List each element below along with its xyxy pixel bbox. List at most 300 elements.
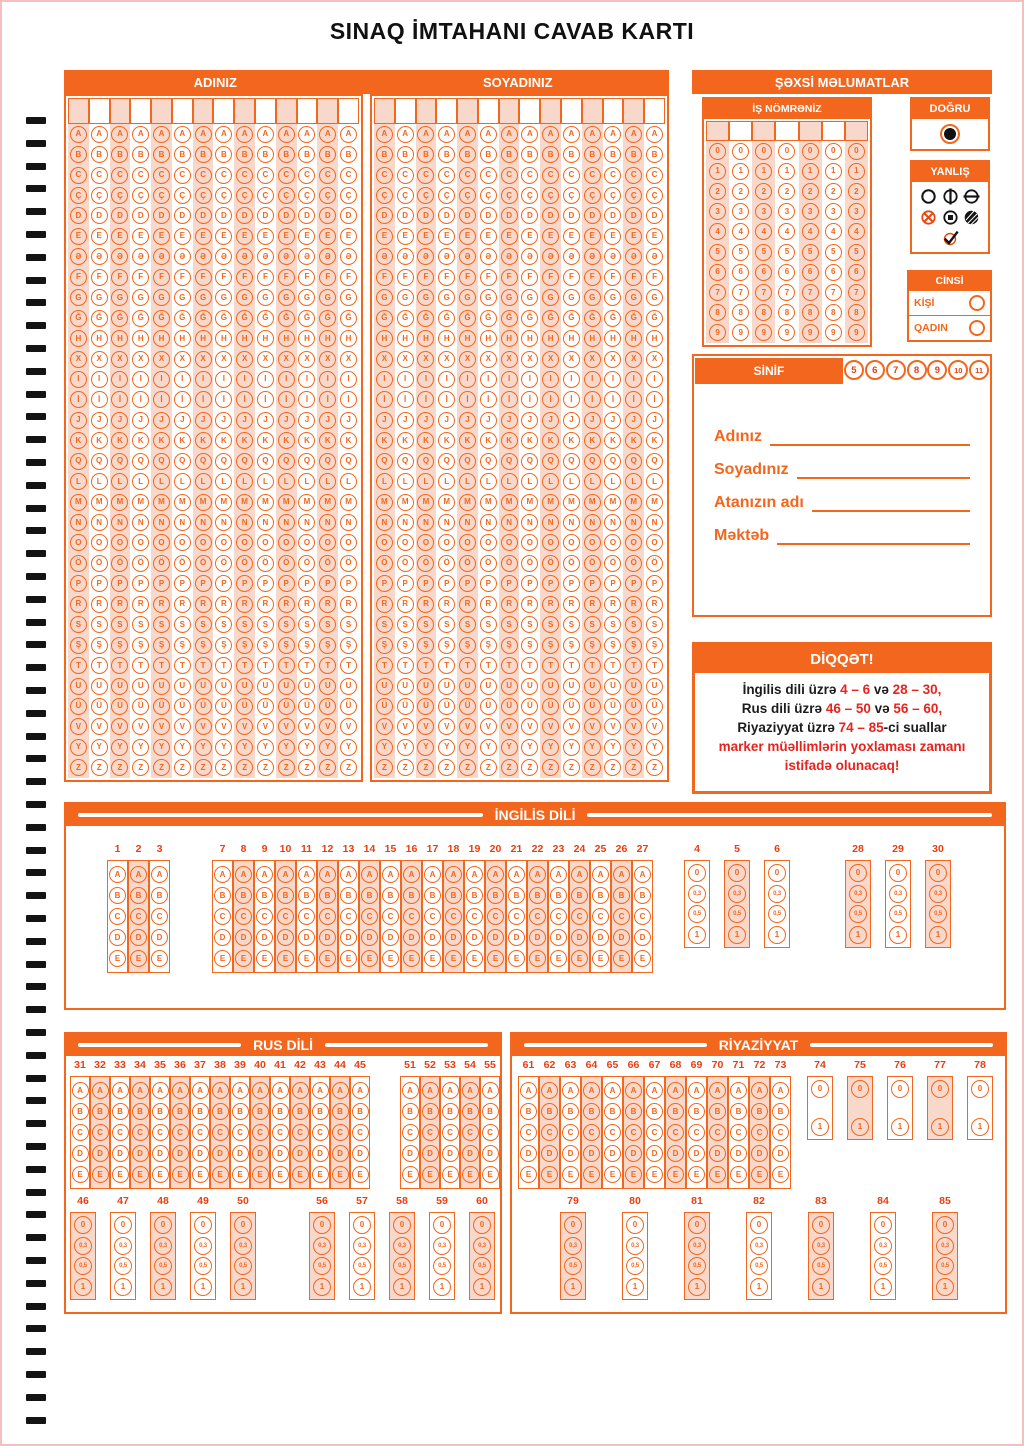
letter-bubble[interactable]: V (174, 718, 191, 735)
letter-bubble[interactable]: Ş (340, 637, 357, 654)
letter-bubble[interactable]: I (376, 371, 393, 388)
digit-bubble[interactable]: 6 (755, 264, 772, 281)
answer-bubble[interactable]: B (112, 1103, 129, 1120)
answer-bubble[interactable]: E (751, 1166, 768, 1183)
answer-bubble[interactable]: A (529, 866, 546, 883)
answer-bubble[interactable]: C (214, 908, 231, 925)
letter-bubble[interactable]: K (215, 432, 232, 449)
letter-bubble[interactable]: T (521, 657, 538, 674)
letter-bubble[interactable]: Ş (236, 637, 253, 654)
letter-bubble[interactable]: F (236, 269, 253, 286)
letter-bubble[interactable]: Ç (91, 187, 108, 204)
answer-bubble[interactable]: D (445, 929, 462, 946)
letter-bubble[interactable]: D (563, 207, 580, 224)
letter-bubble[interactable]: U (257, 678, 274, 695)
letter-bubble[interactable]: X (298, 351, 315, 368)
letter-bubble[interactable]: O (174, 534, 191, 551)
letter-bubble[interactable]: F (542, 269, 559, 286)
letter-bubble[interactable]: Ş (215, 637, 232, 654)
letter-bubble[interactable]: Y (501, 739, 518, 756)
letter-bubble[interactable]: İ (153, 391, 170, 408)
letter-bubble[interactable]: Ö (70, 555, 87, 572)
answer-bubble[interactable]: D (232, 1145, 249, 1162)
letter-bubble[interactable]: O (215, 534, 232, 551)
digit-bubble[interactable]: 1 (732, 163, 749, 180)
letter-bubble[interactable]: Z (257, 759, 274, 776)
letter-bubble[interactable]: İ (174, 391, 191, 408)
answer-bubble[interactable]: C (298, 908, 315, 925)
answer-bubble[interactable]: E (646, 1166, 663, 1183)
score-bubble[interactable]: 0 (849, 864, 867, 882)
score-bubble[interactable]: 0,5 (768, 905, 786, 923)
score-bubble[interactable]: 1 (353, 1278, 371, 1296)
letter-bubble[interactable]: K (70, 432, 87, 449)
answer-bubble[interactable]: E (92, 1166, 109, 1183)
letter-bubble[interactable]: V (625, 718, 642, 735)
letter-bubble[interactable]: G (563, 289, 580, 306)
letter-bubble[interactable]: Y (319, 739, 336, 756)
letter-bubble[interactable]: I (319, 371, 336, 388)
digit-bubble[interactable]: 1 (848, 163, 865, 180)
score-bubble[interactable]: 0,3 (750, 1237, 768, 1255)
letter-bubble[interactable]: Ş (111, 637, 128, 654)
answer-bubble[interactable]: B (445, 887, 462, 904)
letter-bubble[interactable]: P (501, 575, 518, 592)
letter-bubble[interactable]: O (278, 534, 295, 551)
digit-bubble[interactable]: 3 (709, 203, 726, 220)
letter-bubble[interactable]: I (132, 371, 149, 388)
letter-bubble[interactable]: F (195, 269, 212, 286)
letter-bubble[interactable]: R (459, 596, 476, 613)
letter-bubble[interactable]: Ç (584, 187, 601, 204)
letter-bubble[interactable]: N (132, 514, 149, 531)
letter-bubble[interactable]: Q (521, 453, 538, 470)
letter-bubble[interactable]: L (132, 473, 149, 490)
letter-bubble[interactable]: G (376, 289, 393, 306)
field-write-line[interactable] (770, 429, 970, 446)
answer-bubble[interactable]: D (256, 929, 273, 946)
letter-bubble[interactable]: M (195, 494, 212, 511)
letter-bubble[interactable]: Ğ (70, 310, 87, 327)
answer-bubble[interactable]: C (112, 1124, 129, 1141)
letter-bubble[interactable]: S (174, 616, 191, 633)
score-bubble[interactable]: 0 (154, 1216, 172, 1234)
write-in-cell[interactable] (561, 98, 582, 124)
digit-bubble[interactable]: 3 (778, 203, 795, 220)
letter-bubble[interactable]: Ç (417, 187, 434, 204)
score-bubble[interactable]: 0,5 (313, 1257, 331, 1275)
letter-bubble[interactable]: E (521, 228, 538, 245)
letter-bubble[interactable]: F (646, 269, 663, 286)
letter-bubble[interactable]: Ç (278, 187, 295, 204)
letter-bubble[interactable]: K (153, 432, 170, 449)
answer-bubble[interactable]: E (772, 1166, 789, 1183)
answer-bubble[interactable]: B (508, 887, 525, 904)
letter-bubble[interactable]: A (604, 126, 621, 143)
letter-bubble[interactable]: İ (215, 391, 232, 408)
score-bubble[interactable]: 0,3 (154, 1237, 172, 1255)
answer-bubble[interactable]: A (772, 1082, 789, 1099)
answer-bubble[interactable]: D (583, 1145, 600, 1162)
letter-bubble[interactable]: G (480, 289, 497, 306)
letter-bubble[interactable]: Q (236, 453, 253, 470)
letter-bubble[interactable]: T (438, 657, 455, 674)
letter-bubble[interactable]: İ (319, 391, 336, 408)
answer-bubble[interactable]: C (422, 1124, 439, 1141)
letter-bubble[interactable]: E (563, 228, 580, 245)
letter-bubble[interactable]: Ü (236, 698, 253, 715)
letter-bubble[interactable]: L (70, 473, 87, 490)
letter-bubble[interactable]: G (195, 289, 212, 306)
letter-bubble[interactable]: X (501, 351, 518, 368)
letter-bubble[interactable]: V (376, 718, 393, 735)
letter-bubble[interactable]: L (153, 473, 170, 490)
letter-bubble[interactable]: G (501, 289, 518, 306)
letter-bubble[interactable]: L (625, 473, 642, 490)
answer-bubble[interactable]: E (212, 1166, 229, 1183)
answer-bubble[interactable]: A (667, 1082, 684, 1099)
score-bubble[interactable]: 0,5 (936, 1257, 954, 1275)
letter-bubble[interactable]: Z (236, 759, 253, 776)
letter-bubble[interactable]: A (132, 126, 149, 143)
letter-bubble[interactable]: N (563, 514, 580, 531)
answer-bubble[interactable]: C (402, 1124, 419, 1141)
letter-bubble[interactable]: D (501, 207, 518, 224)
letter-bubble[interactable]: G (70, 289, 87, 306)
letter-bubble[interactable]: Q (563, 453, 580, 470)
score-bubble[interactable]: 0,3 (114, 1237, 132, 1255)
answer-bubble[interactable]: A (151, 866, 168, 883)
letter-bubble[interactable]: J (236, 412, 253, 429)
answer-bubble[interactable]: D (92, 1145, 109, 1162)
answer-bubble[interactable]: E (442, 1166, 459, 1183)
answer-bubble[interactable]: E (583, 1166, 600, 1183)
letter-bubble[interactable]: V (70, 718, 87, 735)
letter-bubble[interactable]: G (584, 289, 601, 306)
score-bubble[interactable]: 0 (750, 1216, 768, 1234)
digit-bubble[interactable]: 0 (709, 143, 726, 160)
letter-bubble[interactable]: I (521, 371, 538, 388)
letter-bubble[interactable]: Ö (542, 555, 559, 572)
letter-bubble[interactable]: R (174, 596, 191, 613)
letter-bubble[interactable]: T (604, 657, 621, 674)
letter-bubble[interactable]: D (646, 207, 663, 224)
letter-bubble[interactable]: Ə (397, 248, 414, 265)
letter-bubble[interactable]: K (278, 432, 295, 449)
letter-bubble[interactable]: F (563, 269, 580, 286)
letter-bubble[interactable]: J (319, 412, 336, 429)
score-bubble[interactable]: 0 (728, 864, 746, 882)
letter-bubble[interactable]: O (257, 534, 274, 551)
answer-bubble[interactable]: B (298, 887, 315, 904)
answer-bubble[interactable]: C (312, 1124, 329, 1141)
answer-bubble[interactable]: B (232, 1103, 249, 1120)
letter-bubble[interactable]: E (397, 228, 414, 245)
letter-bubble[interactable]: Ə (459, 248, 476, 265)
letter-bubble[interactable]: Ö (174, 555, 191, 572)
answer-bubble[interactable]: B (172, 1103, 189, 1120)
letter-bubble[interactable]: M (215, 494, 232, 511)
letter-bubble[interactable]: D (153, 207, 170, 224)
letter-bubble[interactable]: R (91, 596, 108, 613)
answer-bubble[interactable]: B (252, 1103, 269, 1120)
letter-bubble[interactable]: Ö (417, 555, 434, 572)
letter-bubble[interactable]: M (257, 494, 274, 511)
answer-bubble[interactable]: D (482, 1145, 499, 1162)
letter-bubble[interactable]: K (298, 432, 315, 449)
letter-bubble[interactable]: G (438, 289, 455, 306)
letter-bubble[interactable]: Ö (438, 555, 455, 572)
answer-bubble[interactable]: B (462, 1103, 479, 1120)
digit-bubble[interactable]: 4 (778, 223, 795, 240)
digit-bubble[interactable]: 4 (825, 223, 842, 240)
answer-bubble[interactable]: D (709, 1145, 726, 1162)
letter-bubble[interactable]: Ç (298, 187, 315, 204)
answer-bubble[interactable]: B (292, 1103, 309, 1120)
letter-bubble[interactable]: H (417, 330, 434, 347)
answer-bubble[interactable]: A (466, 866, 483, 883)
letter-bubble[interactable]: S (521, 616, 538, 633)
letter-bubble[interactable]: Ə (111, 248, 128, 265)
answer-bubble[interactable]: C (232, 1124, 249, 1141)
letter-bubble[interactable]: F (319, 269, 336, 286)
letter-bubble[interactable]: C (70, 167, 87, 184)
letter-bubble[interactable]: Ö (459, 555, 476, 572)
letter-bubble[interactable]: T (319, 657, 336, 674)
answer-bubble[interactable]: D (592, 929, 609, 946)
letter-bubble[interactable]: Ü (459, 698, 476, 715)
score-bubble[interactable]: 1 (626, 1278, 644, 1296)
digit-bubble[interactable]: 8 (778, 304, 795, 321)
letter-bubble[interactable]: V (542, 718, 559, 735)
answer-bubble[interactable]: E (151, 950, 168, 967)
letter-bubble[interactable]: F (459, 269, 476, 286)
letter-bubble[interactable]: Z (111, 759, 128, 776)
digit-bubble[interactable]: 0 (848, 143, 865, 160)
answer-bubble[interactable]: D (751, 1145, 768, 1162)
class-bubble[interactable]: 10 (948, 360, 968, 380)
letter-bubble[interactable]: G (257, 289, 274, 306)
answer-bubble[interactable]: B (442, 1103, 459, 1120)
letter-bubble[interactable]: L (376, 473, 393, 490)
letter-bubble[interactable]: F (70, 269, 87, 286)
score-bubble[interactable]: 0 (874, 1216, 892, 1234)
letter-bubble[interactable]: E (111, 228, 128, 245)
letter-bubble[interactable]: N (257, 514, 274, 531)
letter-bubble[interactable]: İ (417, 391, 434, 408)
letter-bubble[interactable]: I (111, 371, 128, 388)
letter-bubble[interactable]: Ç (480, 187, 497, 204)
letter-bubble[interactable]: İ (459, 391, 476, 408)
score-bubble[interactable]: 0,5 (393, 1257, 411, 1275)
letter-bubble[interactable]: Ğ (215, 310, 232, 327)
write-in-cell[interactable] (706, 121, 729, 141)
letter-bubble[interactable]: Z (584, 759, 601, 776)
answer-bubble[interactable]: E (730, 1166, 747, 1183)
letter-bubble[interactable]: F (174, 269, 191, 286)
answer-bubble[interactable]: A (382, 866, 399, 883)
answer-bubble[interactable]: A (487, 866, 504, 883)
digit-bubble[interactable]: 7 (778, 284, 795, 301)
write-in-cell[interactable] (338, 98, 359, 124)
letter-bubble[interactable]: Q (111, 453, 128, 470)
answer-bubble[interactable]: A (424, 866, 441, 883)
letter-bubble[interactable]: B (278, 146, 295, 163)
letter-bubble[interactable]: Z (397, 759, 414, 776)
letter-bubble[interactable]: V (604, 718, 621, 735)
write-in-cell[interactable] (775, 121, 798, 141)
letter-bubble[interactable]: C (257, 167, 274, 184)
answer-bubble[interactable]: B (424, 887, 441, 904)
digit-bubble[interactable]: 3 (802, 203, 819, 220)
letter-bubble[interactable]: Q (397, 453, 414, 470)
answer-bubble[interactable]: A (562, 1082, 579, 1099)
letter-bubble[interactable]: I (501, 371, 518, 388)
letter-bubble[interactable]: B (501, 146, 518, 163)
answer-bubble[interactable]: A (277, 866, 294, 883)
answer-bubble[interactable]: A (192, 1082, 209, 1099)
answer-bubble[interactable]: C (235, 908, 252, 925)
answer-bubble[interactable]: D (252, 1145, 269, 1162)
answer-bubble[interactable]: E (235, 950, 252, 967)
letter-bubble[interactable]: Ç (195, 187, 212, 204)
letter-bubble[interactable]: F (153, 269, 170, 286)
letter-bubble[interactable]: J (563, 412, 580, 429)
letter-bubble[interactable]: L (298, 473, 315, 490)
letter-bubble[interactable]: J (417, 412, 434, 429)
letter-bubble[interactable]: Ü (376, 698, 393, 715)
letter-bubble[interactable]: B (91, 146, 108, 163)
letter-bubble[interactable]: Z (278, 759, 295, 776)
letter-bubble[interactable]: T (340, 657, 357, 674)
digit-bubble[interactable]: 7 (825, 284, 842, 301)
answer-bubble[interactable]: B (340, 887, 357, 904)
answer-bubble[interactable]: E (382, 950, 399, 967)
letter-bubble[interactable]: E (646, 228, 663, 245)
letter-bubble[interactable]: İ (584, 391, 601, 408)
letter-bubble[interactable]: Ç (215, 187, 232, 204)
letter-bubble[interactable]: Y (298, 739, 315, 756)
letter-bubble[interactable]: O (438, 534, 455, 551)
letter-bubble[interactable]: T (111, 657, 128, 674)
digit-bubble[interactable]: 8 (825, 304, 842, 321)
letter-bubble[interactable]: İ (542, 391, 559, 408)
score-bubble[interactable]: 1 (728, 926, 746, 944)
answer-bubble[interactable]: E (466, 950, 483, 967)
letter-bubble[interactable]: M (91, 494, 108, 511)
letter-bubble[interactable]: Ö (397, 555, 414, 572)
letter-bubble[interactable]: Ş (278, 637, 295, 654)
answer-bubble[interactable]: B (256, 887, 273, 904)
letter-bubble[interactable]: R (153, 596, 170, 613)
letter-bubble[interactable]: Y (70, 739, 87, 756)
answer-bubble[interactable]: B (151, 887, 168, 904)
answer-bubble[interactable]: B (604, 1103, 621, 1120)
write-in-cell[interactable] (822, 121, 845, 141)
letter-bubble[interactable]: F (340, 269, 357, 286)
class-bubble[interactable]: 11 (969, 360, 989, 380)
digit-bubble[interactable]: 8 (802, 304, 819, 321)
letter-bubble[interactable]: D (397, 207, 414, 224)
letter-bubble[interactable]: R (625, 596, 642, 613)
answer-bubble[interactable]: A (604, 1082, 621, 1099)
letter-bubble[interactable]: B (563, 146, 580, 163)
letter-bubble[interactable]: R (111, 596, 128, 613)
answer-bubble[interactable]: B (272, 1103, 289, 1120)
answer-bubble[interactable]: E (445, 950, 462, 967)
score-bubble[interactable]: 0,3 (393, 1237, 411, 1255)
answer-bubble[interactable]: B (192, 1103, 209, 1120)
letter-bubble[interactable]: Y (174, 739, 191, 756)
letter-bubble[interactable]: D (195, 207, 212, 224)
letter-bubble[interactable]: O (111, 534, 128, 551)
score-bubble[interactable]: 0,3 (849, 885, 867, 903)
letter-bubble[interactable]: B (542, 146, 559, 163)
answer-bubble[interactable]: B (235, 887, 252, 904)
answer-bubble[interactable]: C (520, 1124, 537, 1141)
letter-bubble[interactable]: O (521, 534, 538, 551)
letter-bubble[interactable]: A (584, 126, 601, 143)
answer-bubble[interactable]: C (709, 1124, 726, 1141)
letter-bubble[interactable]: Z (563, 759, 580, 776)
letter-bubble[interactable]: Z (501, 759, 518, 776)
answer-bubble[interactable]: D (332, 1145, 349, 1162)
letter-bubble[interactable]: Ö (604, 555, 621, 572)
letter-bubble[interactable]: G (215, 289, 232, 306)
letter-bubble[interactable]: O (646, 534, 663, 551)
letter-bubble[interactable]: Z (376, 759, 393, 776)
letter-bubble[interactable]: H (195, 330, 212, 347)
letter-bubble[interactable]: O (584, 534, 601, 551)
score-bubble[interactable]: 0,5 (688, 1257, 706, 1275)
answer-bubble[interactable]: B (109, 887, 126, 904)
letter-bubble[interactable]: X (625, 351, 642, 368)
letter-bubble[interactable]: E (480, 228, 497, 245)
letter-bubble[interactable]: D (604, 207, 621, 224)
answer-bubble[interactable]: D (292, 1145, 309, 1162)
answer-bubble[interactable]: E (604, 1166, 621, 1183)
digit-bubble[interactable]: 2 (802, 183, 819, 200)
letter-bubble[interactable]: J (91, 412, 108, 429)
answer-bubble[interactable]: C (592, 908, 609, 925)
letter-bubble[interactable]: Ğ (153, 310, 170, 327)
letter-bubble[interactable]: H (438, 330, 455, 347)
letter-bubble[interactable]: Ç (521, 187, 538, 204)
letter-bubble[interactable]: G (298, 289, 315, 306)
letter-bubble[interactable]: N (604, 514, 621, 531)
letter-bubble[interactable]: H (480, 330, 497, 347)
letter-bubble[interactable]: R (417, 596, 434, 613)
letter-bubble[interactable]: C (521, 167, 538, 184)
letter-bubble[interactable]: V (257, 718, 274, 735)
letter-bubble[interactable]: R (340, 596, 357, 613)
digit-bubble[interactable]: 0 (732, 143, 749, 160)
letter-bubble[interactable]: E (376, 228, 393, 245)
letter-bubble[interactable]: Ç (132, 187, 149, 204)
answer-bubble[interactable]: B (730, 1103, 747, 1120)
letter-bubble[interactable]: Y (111, 739, 128, 756)
write-in-cell[interactable] (644, 98, 665, 124)
letter-bubble[interactable]: K (459, 432, 476, 449)
digit-bubble[interactable]: 5 (825, 244, 842, 261)
letter-bubble[interactable]: O (376, 534, 393, 551)
letter-bubble[interactable]: A (646, 126, 663, 143)
letter-bubble[interactable]: F (278, 269, 295, 286)
letter-bubble[interactable]: Z (153, 759, 170, 776)
answer-bubble[interactable]: C (604, 1124, 621, 1141)
answer-bubble[interactable]: D (508, 929, 525, 946)
write-in-cell[interactable] (582, 98, 603, 124)
